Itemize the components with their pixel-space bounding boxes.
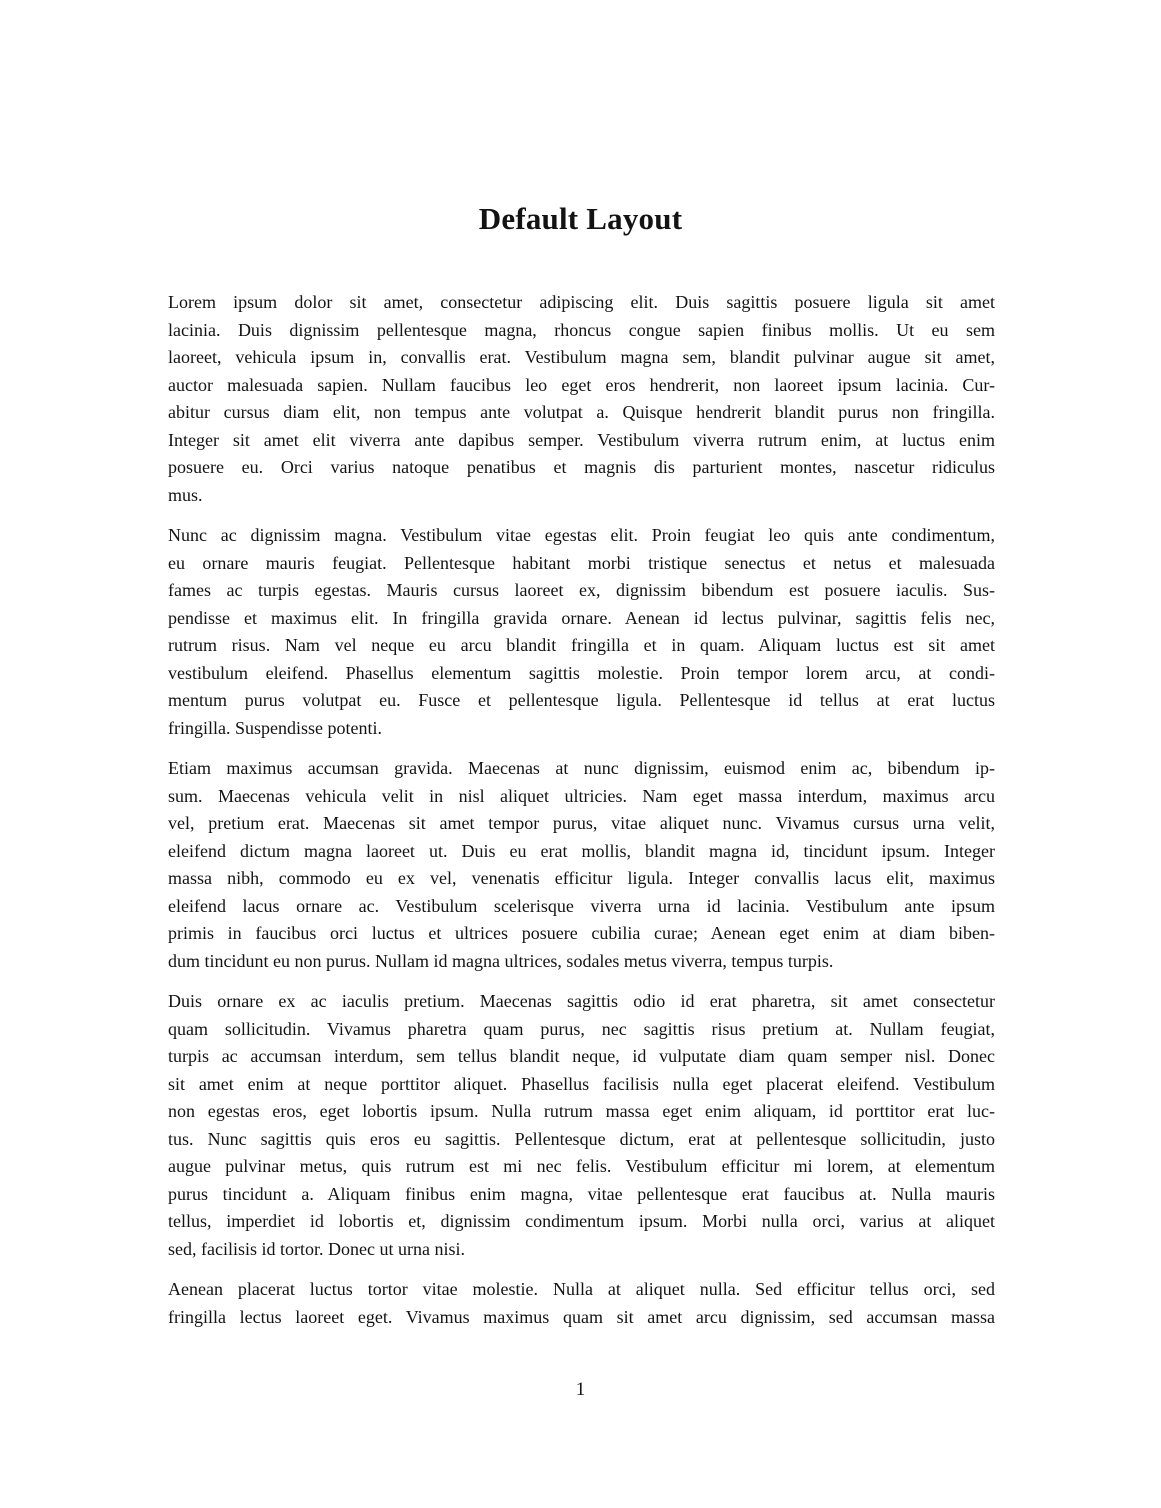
text-line: mentum purus volutpat eu. Fusce et pellentesque ligula. Pellentesque id tellus at erat luctus: [168, 690, 995, 710]
document-body: [168, 289, 995, 1344]
text-line: turpis ac accumsan interdum, sem tellus blandit neque, id vulputate diam quam semper nisl. Donec: [168, 1046, 995, 1066]
text-line: eleifend lacus ornare ac. Vestibulum scelerisque viverra urna id lacinia. Vestibulum ante ipsum: [168, 895, 995, 916]
text-line: sum. Maecenas vehicula velit in nisl aliquet ultricies. Nam eget massa interdum, maximus arcu: [168, 785, 995, 806]
text-line: Lorem ipsum dolor sit amet, consectetur adipiscing elit. Duis sagittis posuere ligula sit amet: [168, 292, 995, 312]
paragraph: [168, 522, 995, 742]
page-title: Default Layout: [478, 201, 683, 236]
text-line: Aenean placerat luctus tortor vitae molestie. Nulla at aliquet nulla. Sed efficitur tellus orci, sed: [168, 1279, 995, 1299]
text-line: sit amet enim at neque porttitor aliquet. Phasellus facilisis nulla eget placerat eleifend. Vestibulum: [168, 1073, 995, 1094]
paragraph: [168, 755, 995, 975]
text-line: vestibulum eleifend. Phasellus elementum sagittis molestie. Proin tempor lorem arcu, at condi-: [168, 662, 995, 683]
text-line: pendisse et maximus elit. In fringilla gravida ornare. Aenean id lectus pulvinar, sagittis felis nec,: [168, 607, 995, 628]
text-line: mus.: [168, 484, 203, 505]
page-number: 1: [575, 1379, 586, 1400]
text-line: Nunc ac dignissim magna. Vestibulum vitae egestas elit. Proin feugiat leo quis ante condimentum,: [168, 525, 995, 545]
text-line: augue pulvinar metus, quis rutrum est mi nec felis. Vestibulum efficitur mi lorem, at elementum: [168, 1156, 995, 1176]
text-line: eu ornare mauris feugiat. Pellentesque habitant morbi tristique senectus et netus et malesuada: [168, 552, 995, 573]
text-line: sed, facilisis id tortor. Donec ut urna nisi.: [168, 1238, 465, 1259]
text-line: auctor malesuada sapien. Nullam faucibus leo eget eros hendrerit, non laoreet ipsum lacinia. Cur-: [168, 374, 995, 395]
text-line: primis in faucibus orci luctus et ultrices posuere cubilia curae; Aenean eget enim at diam biben-: [168, 923, 995, 943]
text-line: abitur cursus diam elit, non tempus ante volutpat a. Quisque hendrerit blandit purus non fringilla.: [168, 402, 995, 422]
text-line: Etiam maximus accumsan gravida. Maecenas at nunc dignissim, euismod enim ac, bibendum ip-: [168, 758, 995, 778]
text-line: posuere eu. Orci varius natoque penatibus et magnis dis parturient montes, nascetur ridiculus: [168, 457, 995, 477]
text-line: non egestas eros, eget lobortis ipsum. Nulla rutrum massa eget enim aliquam, id porttitor erat luc-: [168, 1101, 995, 1121]
text-line: fringilla. Suspendisse potenti.: [168, 717, 382, 738]
paragraph: [168, 1276, 995, 1331]
text-line: vel, pretium erat. Maecenas sit amet tempor purus, vitae aliquet nunc. Vivamus cursus urna velit,: [168, 813, 995, 833]
paragraph: [168, 988, 995, 1263]
text-line: tus. Nunc sagittis quis eros eu sagittis. Pellentesque dictum, erat at pellentesque sollicitudin, justo: [168, 1128, 995, 1149]
text-line: purus tincidunt a. Aliquam finibus enim magna, vitae pellentesque erat faucibus at. Nulla mauris: [168, 1183, 995, 1204]
text-line: quam sollicitudin. Vivamus pharetra quam purus, nec sagittis risus pretium at. Nullam feugiat,: [168, 1018, 995, 1039]
text-line: fames ac turpis egestas. Mauris cursus laoreet ex, dignissim bibendum est posuere iaculis. Sus-: [168, 580, 995, 600]
text-line: rutrum risus. Nam vel neque eu arcu blandit fringilla et in quam. Aliquam luctus est sit amet: [168, 635, 995, 655]
text-line: dum tincidunt eu non purus. Nullam id magna ultrices, sodales metus viverra, tempus turpis.: [168, 950, 834, 971]
text-line: tellus, imperdiet id lobortis et, dignissim condimentum ipsum. Morbi nulla orci, varius at aliquet: [168, 1211, 995, 1231]
text-line: laoreet, vehicula ipsum in, convallis erat. Vestibulum magna sem, blandit pulvinar augue sit amet,: [168, 347, 995, 367]
text-line: Duis ornare ex ac iaculis pretium. Maecenas sagittis odio id erat pharetra, sit amet consectetur: [168, 991, 995, 1011]
text-line: fringilla lectus laoreet eget. Vivamus maximus quam sit amet arcu dignissim, sed accumsan massa: [168, 1306, 995, 1327]
paragraph: [168, 289, 995, 509]
text-line: massa nibh, commodo eu ex vel, venenatis efficitur ligula. Integer convallis lacus elit, maximus: [168, 868, 995, 888]
text-line: Integer sit amet elit viverra ante dapibus semper. Vestibulum viverra rutrum enim, at luctus enim: [168, 429, 995, 450]
text-line: eleifend dictum magna laoreet ut. Duis eu erat mollis, blandit magna id, tincidunt ipsum. Integer: [168, 840, 995, 861]
text-line: lacinia. Duis dignissim pellentesque magna, rhoncus congue sapien finibus mollis. Ut eu sem: [168, 319, 995, 340]
